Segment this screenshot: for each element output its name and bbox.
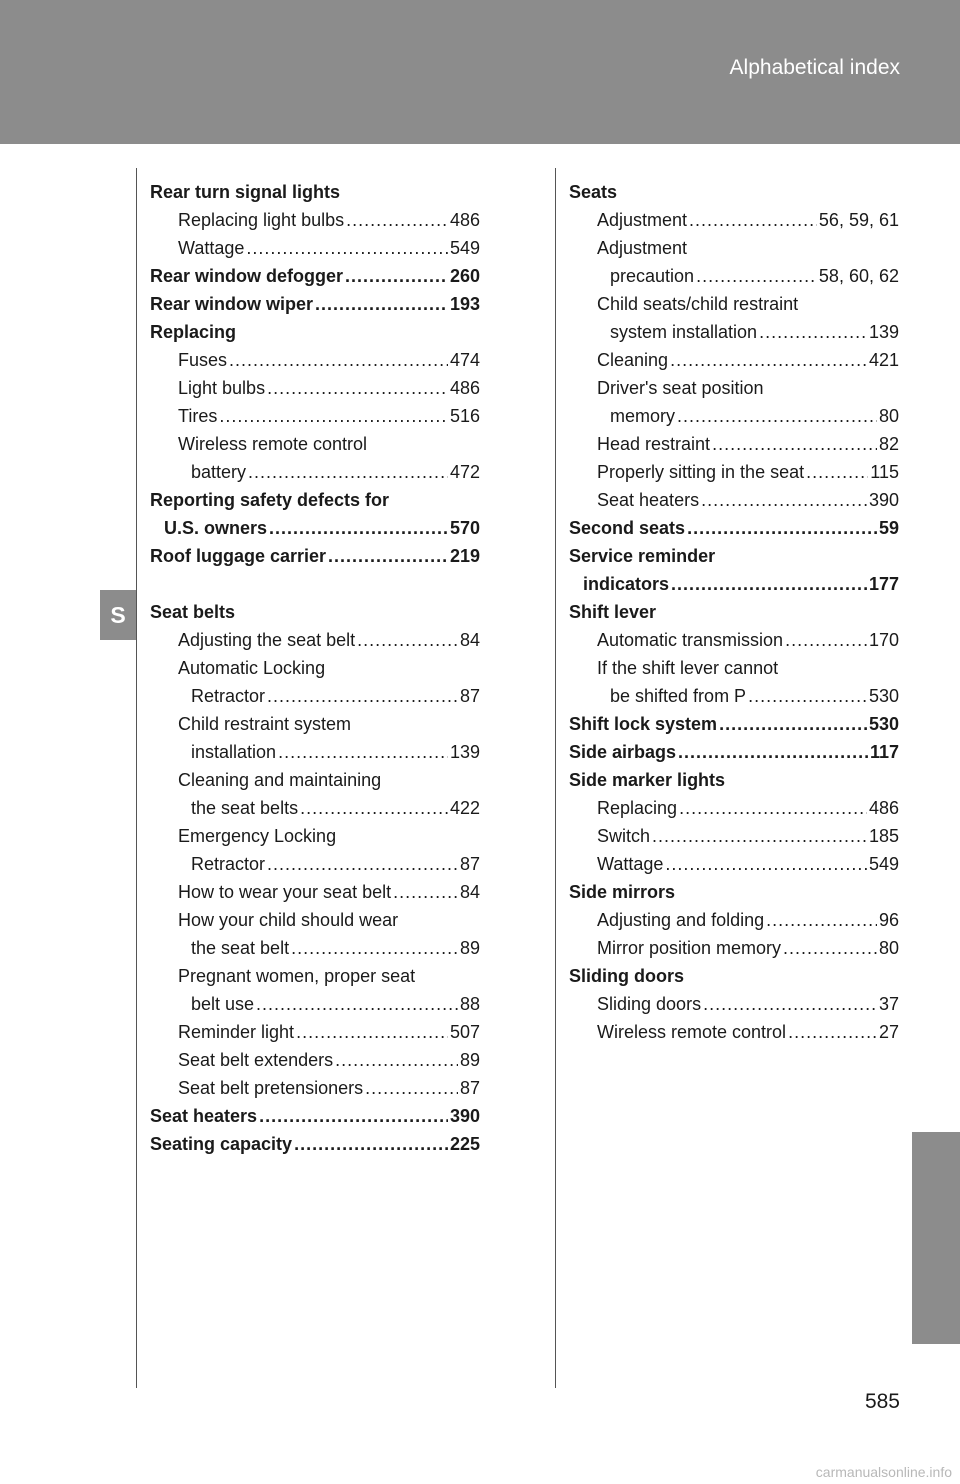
index-entry [569, 514, 899, 542]
index-entry [569, 990, 899, 1018]
dot-leader [315, 290, 448, 318]
index-entry-label: Head restraint [597, 434, 711, 454]
index-entry [150, 458, 480, 486]
dot-leader [345, 262, 448, 290]
index-entry [569, 318, 899, 346]
dot-leader [806, 458, 868, 486]
index-entry-page: 37 [878, 994, 899, 1014]
index-entry [150, 346, 480, 374]
index-entry-page: 193 [449, 294, 480, 314]
index-entry [150, 1102, 480, 1130]
dot-leader [248, 458, 448, 486]
index-entry [569, 654, 899, 682]
index-entry [150, 178, 480, 206]
index-entry-label: precaution [610, 266, 695, 286]
index-entry-page: 84 [459, 882, 480, 902]
index-entry-page: 87 [459, 686, 480, 706]
center-column-rule [555, 168, 556, 1388]
dot-leader [788, 1018, 877, 1046]
dot-leader [291, 934, 458, 962]
index-entry-label: the seat belt [191, 938, 290, 958]
index-entry [150, 486, 480, 514]
index-entry-page: 422 [449, 798, 480, 818]
index-entry-label: Retractor [191, 686, 266, 706]
index-entry-label: Child restraint system [178, 714, 352, 734]
dot-leader [300, 794, 448, 822]
dot-leader [766, 906, 877, 934]
index-entry-label: Automatic Locking [178, 658, 326, 678]
index-entry-page: 82 [878, 434, 899, 454]
index-entry-label: installation [191, 742, 277, 762]
dot-leader [267, 850, 458, 878]
index-entry-label: Seat heaters [150, 1106, 258, 1126]
index-entry-label: Replacing [150, 322, 237, 342]
index-entry [569, 1018, 899, 1046]
index-entry [569, 262, 899, 290]
index-entry [150, 850, 480, 878]
index-entry [569, 290, 899, 318]
index-entry [569, 738, 899, 766]
index-entry [150, 1018, 480, 1046]
index-entry [150, 906, 480, 934]
index-entry-page: 219 [449, 546, 480, 566]
index-entry-label: Rear window defogger [150, 266, 344, 286]
index-entry-label: Adjusting the seat belt [178, 630, 356, 650]
dot-leader [696, 262, 817, 290]
index-entry-label: Seat belts [150, 602, 236, 622]
index-entry-page: 486 [868, 798, 899, 818]
index-entry-label: Driver's seat position [597, 378, 764, 398]
index-entry-label: Tires [178, 406, 218, 426]
index-entry [150, 682, 480, 710]
index-entry [569, 850, 899, 878]
section-letter-tab: S [100, 590, 136, 640]
index-entry [569, 878, 899, 906]
dot-leader [219, 402, 448, 430]
index-entry-page: 225 [449, 1134, 480, 1154]
index-entry [150, 206, 480, 234]
index-entry-label: U.S. owners [164, 518, 268, 538]
index-entry [150, 878, 480, 906]
index-entry-page: 89 [459, 1050, 480, 1070]
dot-leader [652, 822, 867, 850]
index-entry-label: Replacing light bulbs [178, 210, 345, 230]
index-entry-label: Adjusting and folding [597, 910, 765, 930]
dot-leader [665, 850, 867, 878]
index-entry [150, 598, 480, 626]
page-header [0, 0, 960, 144]
dot-leader [678, 738, 868, 766]
index-entry-label: Rear turn signal lights [150, 182, 341, 202]
index-entry-page: 139 [449, 742, 480, 762]
index-entry-label: Rear window wiper [150, 294, 314, 314]
dot-leader [365, 1074, 458, 1102]
index-entry-page: 56, 59, 61 [818, 210, 899, 230]
index-entry-label: Cleaning and maintaining [178, 770, 382, 790]
index-entry-page: 390 [449, 1106, 480, 1126]
index-entry [569, 794, 899, 822]
page-number: 585 [864, 1390, 900, 1413]
dot-leader [259, 1102, 448, 1130]
left-column-rule [136, 168, 137, 1388]
index-entry [150, 430, 480, 458]
index-entry-page: 390 [868, 490, 899, 510]
index-entry [150, 934, 480, 962]
index-entry [569, 682, 899, 710]
index-entry [150, 234, 480, 262]
index-entry [150, 514, 480, 542]
index-entry [569, 626, 899, 654]
index-column-right [569, 178, 899, 1046]
dot-leader [759, 318, 867, 346]
index-entry [150, 402, 480, 430]
index-entry [569, 402, 899, 430]
index-entry-page: 96 [878, 910, 899, 930]
index-entry [150, 710, 480, 738]
index-entry-page: 84 [459, 630, 480, 650]
index-entry-label: Wireless remote control [178, 434, 368, 454]
dot-leader [246, 234, 448, 262]
index-entry-page: 139 [868, 322, 899, 342]
index-entry [569, 906, 899, 934]
index-entry [569, 234, 899, 262]
dot-leader [785, 626, 867, 654]
dot-leader [671, 570, 867, 598]
index-entry-label: Adjustment [597, 210, 688, 230]
index-entry-page: 59 [878, 518, 899, 538]
index-entry-label: Switch [597, 826, 651, 846]
index-entry-label: Seating capacity [150, 1134, 293, 1154]
index-entry [150, 1074, 480, 1102]
index-entry-label: Pregnant women, proper seat [178, 966, 416, 986]
index-entry [569, 430, 899, 458]
index-entry-page: 88 [459, 994, 480, 1014]
dot-leader [670, 346, 867, 374]
index-entry-label: Automatic transmission [597, 630, 784, 650]
index-entry-page: 89 [459, 938, 480, 958]
index-entry-label: battery [191, 462, 247, 482]
index-entry-page: 549 [449, 238, 480, 258]
index-entry-label: memory [610, 406, 676, 426]
dot-leader [689, 206, 817, 234]
index-entry [569, 346, 899, 374]
index-entry [569, 486, 899, 514]
index-entry-page: 486 [449, 210, 480, 230]
index-entry [150, 290, 480, 318]
index-entry [150, 542, 480, 570]
index-entry [569, 458, 899, 486]
index-entry-page: 58, 60, 62 [818, 266, 899, 286]
index-entry [569, 962, 899, 990]
index-entry [150, 738, 480, 766]
index-entry [150, 794, 480, 822]
index-entry-page: 80 [878, 938, 899, 958]
dot-leader [719, 710, 867, 738]
index-entry [150, 374, 480, 402]
index-entry [150, 962, 480, 990]
dot-leader [296, 1018, 448, 1046]
dot-leader [687, 514, 877, 542]
index-entry-page: 170 [868, 630, 899, 650]
index-entry-page: 530 [868, 686, 899, 706]
index-entry-page: 549 [868, 854, 899, 874]
header-title: Alphabetical index [729, 56, 900, 79]
index-entry [569, 710, 899, 738]
index-entry [569, 766, 899, 794]
index-column-left [150, 178, 480, 1158]
dot-leader [229, 346, 448, 374]
index-entry-label: Side marker lights [569, 770, 726, 790]
index-entry [150, 654, 480, 682]
index-entry-label: Mirror position memory [597, 938, 782, 958]
index-entry-label: Properly sitting in the seat [597, 462, 805, 482]
index-entry-label: Wattage [178, 238, 245, 258]
index-entry-label: belt use [191, 994, 255, 1014]
dot-leader [748, 682, 867, 710]
index-entry-page: 570 [449, 518, 480, 538]
index-entry [150, 822, 480, 850]
index-entry-page: 80 [878, 406, 899, 426]
dot-leader [783, 934, 877, 962]
index-entry [150, 262, 480, 290]
index-entry-page: 185 [868, 826, 899, 846]
index-entry-label: Fuses [178, 350, 228, 370]
index-entry [569, 542, 899, 570]
index-entry-page: 472 [449, 462, 480, 482]
index-entry-page: 87 [459, 854, 480, 874]
index-entry-page: 474 [449, 350, 480, 370]
index-entry-label: Service reminder [569, 546, 716, 566]
index-entry [150, 990, 480, 1018]
dot-leader [335, 1046, 458, 1074]
index-entry-label: Side mirrors [569, 882, 676, 902]
index-entry [150, 1130, 480, 1158]
dot-leader [328, 542, 448, 570]
index-entry [569, 206, 899, 234]
index-entry-label: system installation [610, 322, 758, 342]
index-entry-page: 115 [870, 462, 899, 482]
index-entry-label: Seat belt pretensioners [178, 1078, 364, 1098]
index-entry [569, 598, 899, 626]
dot-leader [357, 626, 458, 654]
index-entry [150, 318, 480, 346]
dot-leader [256, 990, 458, 1018]
index-entry [150, 1046, 480, 1074]
index-entry [569, 822, 899, 850]
index-entry [569, 374, 899, 402]
index-entry-page: 516 [449, 406, 480, 426]
index-entry-label: Reporting safety defects for [150, 490, 390, 510]
index-entry-label: Seats [569, 182, 618, 202]
index-entry-page: 87 [459, 1078, 480, 1098]
index-entry-label: Seat belt extenders [178, 1050, 334, 1070]
index-entry [150, 766, 480, 794]
index-entry-label: be shifted from P [610, 686, 747, 706]
dot-leader [267, 374, 448, 402]
index-entry-page: 27 [878, 1022, 899, 1042]
index-entry [569, 178, 899, 206]
index-entry-label: Sliding doors [569, 966, 684, 986]
index-entry-label: Cleaning [597, 350, 669, 370]
index-entry-label: the seat belts [191, 798, 299, 818]
index-entry-page: 507 [449, 1022, 480, 1042]
index-entry-label: Seat heaters [597, 490, 700, 510]
index-entry-label: Retractor [191, 854, 266, 874]
index-entry-label: Emergency Locking [178, 826, 337, 846]
index-entry-label: Reminder light [178, 1022, 295, 1042]
dot-leader [679, 794, 867, 822]
index-entry-label: Shift lever [569, 602, 657, 622]
index-entry-label: Light bulbs [178, 378, 266, 398]
index-entry-label: Sliding doors [597, 994, 702, 1014]
dot-leader [267, 682, 458, 710]
watermark: carmanualsonline.info [815, 1464, 952, 1480]
index-entry [569, 934, 899, 962]
index-entry-page: 530 [868, 714, 899, 734]
index-entry-label: Child seats/child restraint [597, 294, 799, 314]
index-entry-label: How your child should wear [178, 910, 399, 930]
index-entry-label: How to wear your seat belt [178, 882, 392, 902]
index-entry-label: Wireless remote control [597, 1022, 787, 1042]
dot-leader [393, 878, 458, 906]
index-entry-page: 117 [869, 742, 899, 762]
side-thumb-tab [912, 1132, 960, 1344]
index-entry-label: Adjustment [597, 238, 688, 258]
index-entry-label: Replacing [597, 798, 678, 818]
index-entry-label: If the shift lever cannot [597, 658, 779, 678]
index-entry-page: 260 [449, 266, 480, 286]
dot-leader [677, 402, 877, 430]
index-entry-label: Roof luggage carrier [150, 546, 327, 566]
index-entry-label: indicators [583, 574, 670, 594]
index-entry-label: Second seats [569, 518, 686, 538]
index-entry [150, 626, 480, 654]
index-entry-label: Side airbags [569, 742, 677, 762]
dot-leader [701, 486, 867, 514]
index-entry-page: 421 [868, 350, 899, 370]
dot-leader [346, 206, 448, 234]
index-entry-page: 177 [868, 574, 899, 594]
index-entry-label: Shift lock system [569, 714, 718, 734]
index-entry [569, 570, 899, 598]
dot-leader [712, 430, 877, 458]
index-entry-label: Wattage [597, 854, 664, 874]
dot-leader [703, 990, 877, 1018]
dot-leader [278, 738, 448, 766]
index-entry-page: 486 [449, 378, 480, 398]
dot-leader [294, 1130, 448, 1158]
dot-leader [269, 514, 448, 542]
